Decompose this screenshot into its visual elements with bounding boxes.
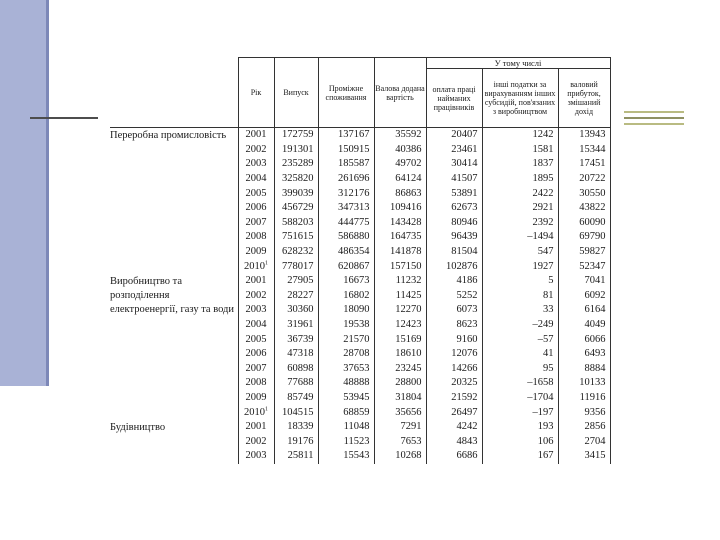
header-year: Рік [238,58,274,128]
gva-cell: 15169 [374,332,426,347]
year-value: 2007 [245,216,267,228]
gva-cell: 10268 [374,449,426,464]
inter-cell: 620867 [318,259,374,274]
year-value: 2001 [245,275,267,287]
profit-cell: 8884 [558,362,610,377]
year-value: 2003 [245,304,267,316]
gva-cell: 11425 [374,289,426,304]
taxes-cell: 1581 [482,143,558,158]
year-value: 2001 [245,129,267,141]
inter-cell: 347313 [318,201,374,216]
year-cell [238,362,274,377]
taxes-cell: 193 [482,420,558,435]
inter-cell: 48888 [318,376,374,391]
wages-cell: 53891 [426,186,482,201]
taxes-cell: 547 [482,245,558,260]
taxes-cell: –1494 [482,230,558,245]
header-gva: Валова додана вартість [374,58,426,128]
inter-cell: 312176 [318,186,374,201]
taxes-cell: 33 [482,303,558,318]
year-value: 2008 [245,231,267,243]
wages-cell: 4242 [426,420,482,435]
year-cell [238,420,274,435]
year-cell [238,245,274,260]
profit-cell: 59827 [558,245,610,260]
year-value: 2004 [245,173,267,185]
wages-cell: 21592 [426,391,482,406]
taxes-cell: –249 [482,318,558,333]
profit-cell: 52347 [558,259,610,274]
taxes-cell: 1837 [482,157,558,172]
profit-cell: 6066 [558,332,610,347]
year-cell [238,332,274,347]
output-cell: 25811 [274,449,318,464]
output-cell: 751615 [274,230,318,245]
wages-cell: 4843 [426,434,482,449]
year-value: 2002 [245,143,267,155]
sector-header-blank [110,58,238,128]
profit-cell: 6164 [558,303,610,318]
year-cell [238,289,274,304]
profit-cell: 6092 [558,289,610,304]
inter-cell: 16673 [318,274,374,289]
output-cell: 18339 [274,420,318,435]
header-intermediate: Проміжне споживання [318,58,374,128]
gva-cell: 31804 [374,391,426,406]
year-cell [238,216,274,231]
year-cell [238,172,274,187]
output-cell: 325820 [274,172,318,187]
output-cell: 778017 [274,259,318,274]
year-cell [238,157,274,172]
year-value: 2004 [245,319,267,331]
output-cell: 191301 [274,143,318,158]
gva-cell: 12423 [374,318,426,333]
gva-cell: 164735 [374,230,426,245]
profit-cell: 4049 [558,318,610,333]
output-cell: 28227 [274,289,318,304]
profit-cell: 6493 [558,347,610,362]
wages-cell: 81504 [426,245,482,260]
year-value: 2002 [245,435,267,447]
header-wages: оплата праці найманих працівників [426,69,482,128]
wages-cell: 5252 [426,289,482,304]
year-cell [238,434,274,449]
inter-cell: 15543 [318,449,374,464]
wages-cell: 4186 [426,274,482,289]
header-taxes: інші податки за вирахуванням інших субсидій, пов'язаних з виробництвом [482,69,558,128]
wages-cell: 9160 [426,332,482,347]
year-cell [238,449,274,464]
taxes-cell: 5 [482,274,558,289]
output-cell: 235289 [274,157,318,172]
inter-cell: 18090 [318,303,374,318]
wages-cell: 62673 [426,201,482,216]
output-cell: 588203 [274,216,318,231]
gva-cell: 157150 [374,259,426,274]
wages-cell: 26497 [426,405,482,420]
right-divider-lines [624,111,684,125]
year-cell [238,230,274,245]
output-cell: 47318 [274,347,318,362]
profit-cell: 2704 [558,434,610,449]
year-cell [238,303,274,318]
gva-cell: 64124 [374,172,426,187]
year-cell [238,391,274,406]
inter-cell: 11523 [318,434,374,449]
taxes-cell: 106 [482,434,558,449]
output-cell: 31961 [274,318,318,333]
output-cell: 60898 [274,362,318,377]
output-cell: 36739 [274,332,318,347]
output-cell: 27905 [274,274,318,289]
taxes-cell: 2392 [482,216,558,231]
inter-cell: 586880 [318,230,374,245]
output-cell: 628232 [274,245,318,260]
taxes-cell: 1242 [482,128,558,143]
gva-cell: 28800 [374,376,426,391]
output-cell: 85749 [274,391,318,406]
statistics-table-container [110,57,610,464]
gva-cell: 40386 [374,143,426,158]
output-cell: 19176 [274,434,318,449]
header-in-total: У тому числі [426,58,610,69]
profit-cell: 30550 [558,186,610,201]
inter-cell: 16802 [318,289,374,304]
inter-cell: 486354 [318,245,374,260]
output-cell: 104515 [274,405,318,420]
wages-cell: 96439 [426,230,482,245]
gva-cell: 7653 [374,434,426,449]
year-value: 2005 [245,333,267,345]
gva-cell: 12270 [374,303,426,318]
output-cell: 456729 [274,201,318,216]
wages-cell: 102876 [426,259,482,274]
year-cell [238,143,274,158]
left-accent-bar [0,0,46,386]
year-cell [238,318,274,333]
sector-name: Переробна промисловість [110,130,227,141]
taxes-cell: 41 [482,347,558,362]
sector-name: Виробництво та розподілення електроенергії, газу та води [110,275,235,315]
year-cell [238,274,274,289]
year-value: 2008 [245,377,267,389]
profit-cell: 60090 [558,216,610,231]
taxes-cell: 167 [482,449,558,464]
gva-cell: 35592 [374,128,426,143]
gva-cell: 86863 [374,186,426,201]
year-value: 2003 [245,158,267,170]
year-value: 2009 [245,246,267,258]
taxes-cell: 2422 [482,186,558,201]
profit-cell: 7041 [558,274,610,289]
profit-cell: 10133 [558,376,610,391]
taxes-cell: –1704 [482,391,558,406]
taxes-cell: 1895 [482,172,558,187]
wages-cell: 80946 [426,216,482,231]
table-row [110,128,610,143]
gva-cell: 7291 [374,420,426,435]
year-value: 2009 [245,391,267,403]
header-output: Випуск [274,58,318,128]
inter-cell: 444775 [318,216,374,231]
profit-cell: 3415 [558,449,610,464]
inter-cell: 21570 [318,332,374,347]
output-cell: 30360 [274,303,318,318]
wages-cell: 12076 [426,347,482,362]
gva-cell: 23245 [374,362,426,377]
gva-cell: 109416 [374,201,426,216]
gva-cell: 143428 [374,216,426,231]
taxes-cell: –57 [482,332,558,347]
year-value: 2007 [245,362,267,374]
inter-cell: 185587 [318,157,374,172]
year-value: 2010 [244,260,265,272]
header-profit: валовий прибуток, змішаний дохід [558,69,610,128]
inter-cell: 19538 [318,318,374,333]
table-row [110,274,610,289]
profit-cell: 69790 [558,230,610,245]
year-value: 2001 [245,421,267,433]
taxes-cell: 2921 [482,201,558,216]
left-divider-line [30,117,98,119]
year-value: 2006 [245,348,267,360]
wages-cell: 6073 [426,303,482,318]
wages-cell: 23461 [426,143,482,158]
inter-cell: 150915 [318,143,374,158]
wages-cell: 30414 [426,157,482,172]
wages-cell: 41507 [426,172,482,187]
profit-cell: 2856 [558,420,610,435]
profit-cell: 13943 [558,128,610,143]
year-value: 2003 [245,450,267,462]
profit-cell: 17451 [558,157,610,172]
wages-cell: 6686 [426,449,482,464]
taxes-cell: 95 [482,362,558,377]
wages-cell: 20407 [426,128,482,143]
profit-cell: 15344 [558,143,610,158]
profit-cell: 20722 [558,172,610,187]
year-cell [238,259,274,274]
left-accent-bar-edge [46,0,49,386]
year-footnote-mark: 1 [265,260,268,267]
profit-cell: 9356 [558,405,610,420]
sector-name: Будівництво [110,421,166,433]
gva-cell: 11232 [374,274,426,289]
output-cell: 399039 [274,186,318,201]
year-footnote-mark: 1 [265,406,268,413]
year-cell [238,128,274,143]
taxes-cell: –197 [482,405,558,420]
year-value: 2010 [244,406,265,418]
output-cell: 77688 [274,376,318,391]
profit-cell: 11916 [558,391,610,406]
wages-cell: 8623 [426,318,482,333]
output-cell: 172759 [274,128,318,143]
year-cell [238,376,274,391]
taxes-cell: –1658 [482,376,558,391]
statistics-table [110,57,611,464]
year-cell [238,186,274,201]
inter-cell: 28708 [318,347,374,362]
inter-cell: 137167 [318,128,374,143]
inter-cell: 11048 [318,420,374,435]
year-cell [238,347,274,362]
gva-cell: 49702 [374,157,426,172]
wages-cell: 14266 [426,362,482,377]
inter-cell: 261696 [318,172,374,187]
year-cell [238,405,274,420]
table-body [110,128,610,464]
year-value: 2005 [245,187,267,199]
year-value: 2002 [245,289,267,301]
taxes-cell: 81 [482,289,558,304]
gva-cell: 18610 [374,347,426,362]
inter-cell: 68859 [318,405,374,420]
gva-cell: 141878 [374,245,426,260]
inter-cell: 53945 [318,391,374,406]
inter-cell: 37653 [318,362,374,377]
table-row [110,420,610,435]
profit-cell: 43822 [558,201,610,216]
year-cell [238,201,274,216]
wages-cell: 20325 [426,376,482,391]
gva-cell: 35656 [374,405,426,420]
taxes-cell: 1927 [482,259,558,274]
year-value: 2006 [245,202,267,214]
